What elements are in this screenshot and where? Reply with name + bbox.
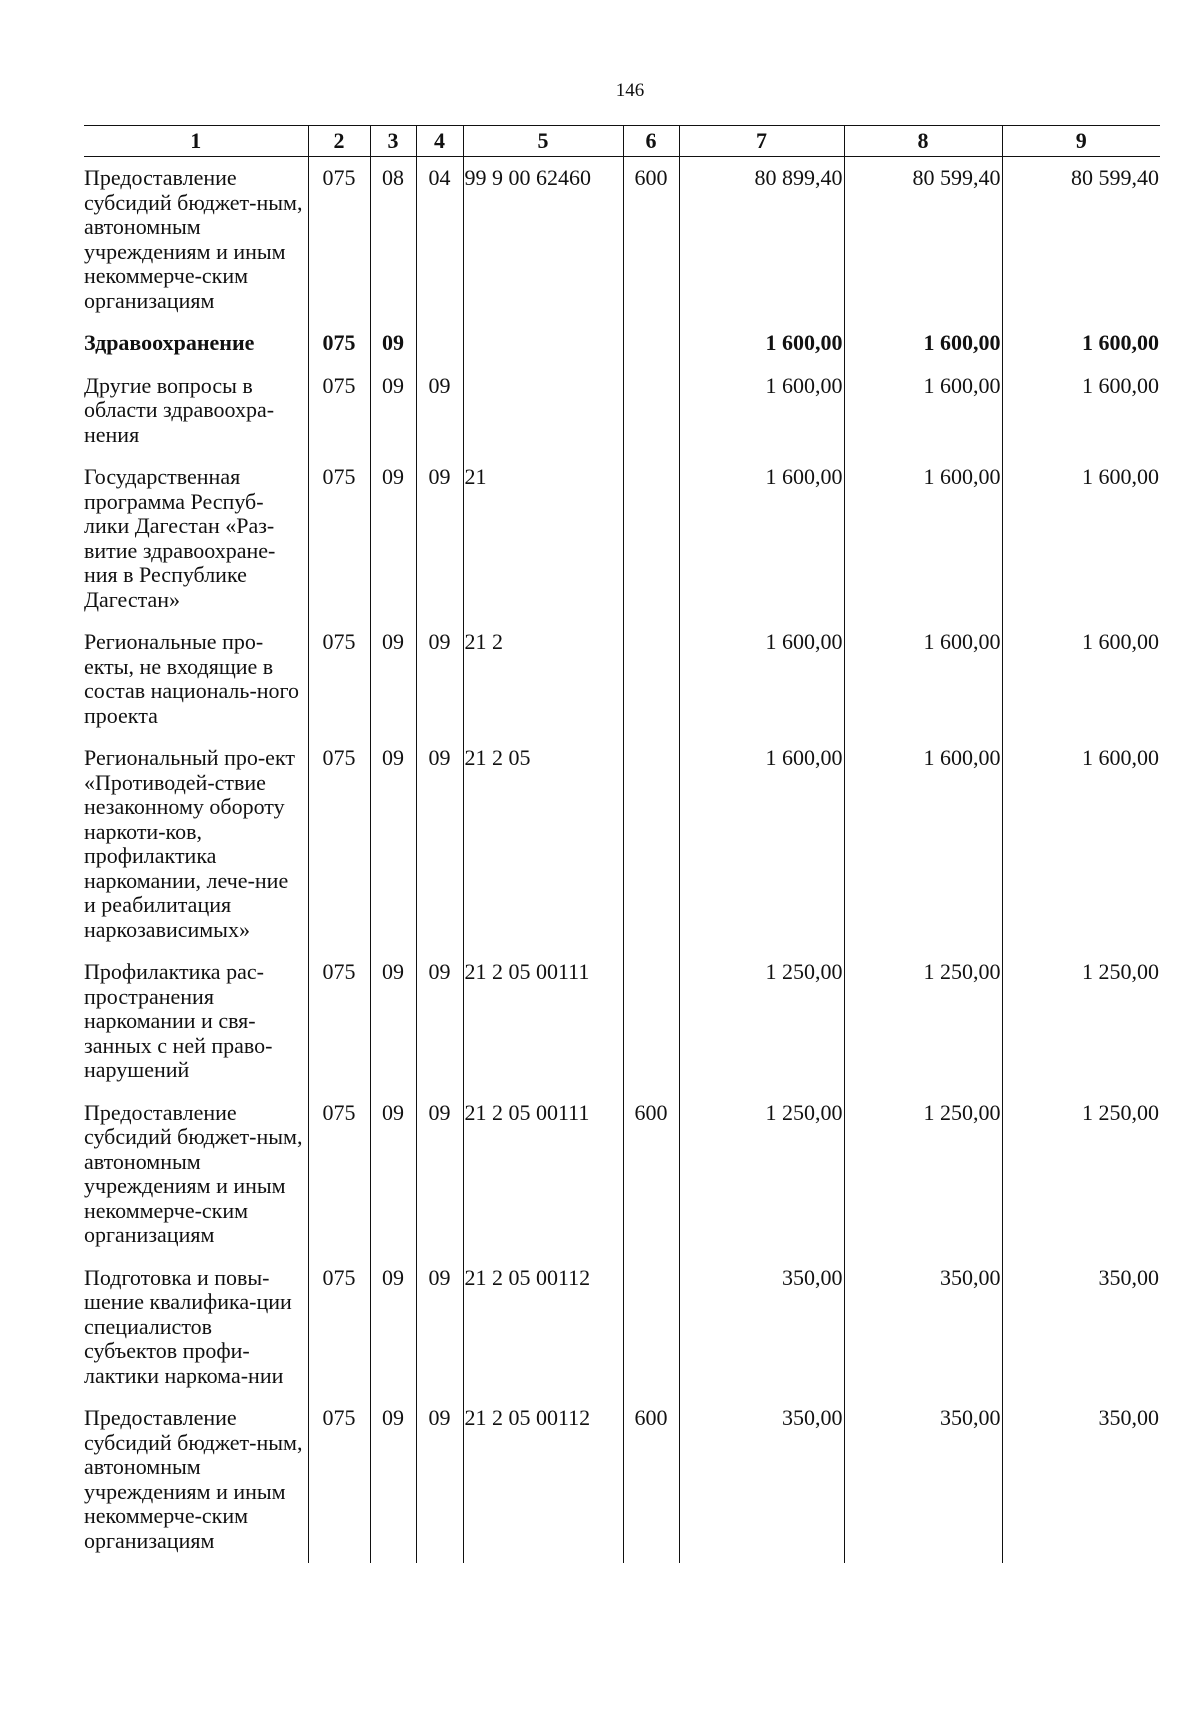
- column-header: 8: [844, 126, 1002, 157]
- table-row: [84, 1260, 1160, 1401]
- row-amount-1: 1 250,00: [679, 954, 844, 1095]
- column-header: 9: [1002, 126, 1160, 157]
- row-amount-1: 1 600,00: [679, 624, 844, 740]
- row-amount-3: 1 600,00: [1002, 459, 1160, 624]
- row-grbs: 075: [308, 368, 370, 460]
- row-grbs: 075: [308, 157, 370, 326]
- table-row: [84, 624, 1160, 740]
- row-section: 09: [370, 1400, 416, 1563]
- row-name: Государственная программа Респуб-лики Дагестан «Раз-витие здравоохране-ния в Республике Дагестан»: [84, 464, 276, 612]
- table-row: [84, 157, 1160, 326]
- row-amount-3: 1 600,00: [1002, 325, 1160, 368]
- row-target-article: 21: [463, 459, 623, 624]
- column-header: 4: [416, 126, 463, 157]
- row-section: 09: [370, 368, 416, 460]
- row-target-article: 21 2 05 00111: [463, 1095, 623, 1260]
- row-amount-1: 1 250,00: [679, 1095, 844, 1260]
- row-target-article: [463, 325, 623, 368]
- row-section: 09: [370, 325, 416, 368]
- row-grbs: 075: [308, 459, 370, 624]
- table-body: [84, 157, 1160, 1564]
- row-subsection: 09: [416, 1260, 463, 1401]
- row-amount-2: 1 600,00: [844, 368, 1002, 460]
- row-expense-type: [623, 325, 679, 368]
- row-name: Профилактика рас-пространения наркомании и свя-занных с ней право-нарушений: [84, 959, 273, 1082]
- row-section: 09: [370, 1095, 416, 1260]
- row-grbs: 075: [308, 325, 370, 368]
- row-name: Здравоохранение: [84, 330, 255, 355]
- row-subsection: [416, 325, 463, 368]
- row-amount-2: 80 599,40: [844, 157, 1002, 326]
- row-amount-1: 350,00: [679, 1400, 844, 1563]
- column-header: 1: [84, 126, 308, 157]
- table-row: [84, 325, 1160, 368]
- column-header: 7: [679, 126, 844, 157]
- row-expense-type: 600: [623, 1095, 679, 1260]
- table-row: [84, 368, 1160, 460]
- row-expense-type: 600: [623, 157, 679, 326]
- row-grbs: 075: [308, 1095, 370, 1260]
- table-header-row: [84, 126, 1160, 157]
- row-amount-3: 350,00: [1002, 1400, 1160, 1563]
- row-name: Предоставление субсидий бюджет-ным, автономным учреждениям и иным некоммерче-ским организациям: [84, 165, 303, 313]
- row-target-article: 21 2: [463, 624, 623, 740]
- row-amount-3: 1 250,00: [1002, 954, 1160, 1095]
- budget-table: [84, 125, 1160, 1563]
- table-row: [84, 954, 1160, 1095]
- row-expense-type: [623, 740, 679, 954]
- row-name: Предоставление субсидий бюджет-ным, автономным учреждениям и иным некоммерче-ским организациям: [84, 1099, 303, 1247]
- row-amount-3: 1 600,00: [1002, 368, 1160, 460]
- row-name: Региональный про-ект «Противодей-ствие незаконному обороту наркоти-ков, профилактика наркомании, лече-ние и реабилитация наркозависимых»: [84, 745, 295, 942]
- row-expense-type: [623, 1260, 679, 1401]
- row-amount-3: 1 250,00: [1002, 1095, 1160, 1260]
- row-expense-type: 600: [623, 1400, 679, 1563]
- column-header: 5: [463, 126, 623, 157]
- row-section: 09: [370, 459, 416, 624]
- row-target-article: 21 2 05 00112: [463, 1400, 623, 1563]
- row-target-article: 21 2 05 00112: [463, 1260, 623, 1401]
- row-amount-1: 1 600,00: [679, 325, 844, 368]
- table-row: [84, 1400, 1160, 1563]
- row-grbs: 075: [308, 624, 370, 740]
- row-expense-type: [623, 624, 679, 740]
- row-amount-2: 1 250,00: [844, 954, 1002, 1095]
- row-section: 09: [370, 1260, 416, 1401]
- row-expense-type: [623, 368, 679, 460]
- table-row: [84, 1095, 1160, 1260]
- row-grbs: 075: [308, 1400, 370, 1563]
- row-amount-1: 1 600,00: [679, 740, 844, 954]
- row-amount-2: 350,00: [844, 1260, 1002, 1401]
- row-section: 09: [370, 624, 416, 740]
- row-amount-1: 1 600,00: [679, 368, 844, 460]
- table-row: [84, 740, 1160, 954]
- row-target-article: [463, 368, 623, 460]
- row-subsection: 09: [416, 1095, 463, 1260]
- row-amount-2: 1 600,00: [844, 740, 1002, 954]
- row-subsection: 04: [416, 157, 463, 326]
- row-amount-3: 1 600,00: [1002, 624, 1160, 740]
- row-subsection: 09: [416, 368, 463, 460]
- row-target-article: 21 2 05: [463, 740, 623, 954]
- row-subsection: 09: [416, 1400, 463, 1563]
- row-name: Подготовка и повы-шение квалифика-ции специалистов субъектов профи-лактики наркома-нии: [84, 1264, 292, 1388]
- row-expense-type: [623, 954, 679, 1095]
- row-amount-2: 1 600,00: [844, 459, 1002, 624]
- row-amount-1: 80 899,40: [679, 157, 844, 326]
- row-section: 09: [370, 954, 416, 1095]
- column-header: 2: [308, 126, 370, 157]
- row-name: Региональные про-екты, не входящие в состав националь-ного проекта: [84, 629, 300, 728]
- row-expense-type: [623, 459, 679, 624]
- row-amount-2: 1 600,00: [844, 325, 1002, 368]
- row-subsection: 09: [416, 624, 463, 740]
- row-subsection: 09: [416, 740, 463, 954]
- row-amount-2: 1 600,00: [844, 624, 1002, 740]
- row-amount-1: 1 600,00: [679, 459, 844, 624]
- row-section: 08: [370, 157, 416, 326]
- row-grbs: 075: [308, 740, 370, 954]
- row-name: Предоставление субсидий бюджет-ным, автономным учреждениям и иным некоммерче-ским организациям: [84, 1405, 303, 1553]
- row-target-article: 99 9 00 62460: [463, 157, 623, 326]
- row-grbs: 075: [308, 1260, 370, 1401]
- row-amount-3: 80 599,40: [1002, 157, 1160, 326]
- row-name: Другие вопросы в области здравоохра-нения: [84, 372, 275, 447]
- row-subsection: 09: [416, 459, 463, 624]
- table-row: [84, 459, 1160, 624]
- row-amount-2: 1 250,00: [844, 1095, 1002, 1260]
- row-amount-3: 1 600,00: [1002, 740, 1160, 954]
- row-section: 09: [370, 740, 416, 954]
- column-header: 3: [370, 126, 416, 157]
- row-amount-2: 350,00: [844, 1400, 1002, 1563]
- row-subsection: 09: [416, 954, 463, 1095]
- row-amount-1: 350,00: [679, 1260, 844, 1401]
- row-target-article: 21 2 05 00111: [463, 954, 623, 1095]
- column-header: 6: [623, 126, 679, 157]
- row-amount-3: 350,00: [1002, 1260, 1160, 1401]
- page-number: 146: [615, 80, 645, 101]
- row-grbs: 075: [308, 954, 370, 1095]
